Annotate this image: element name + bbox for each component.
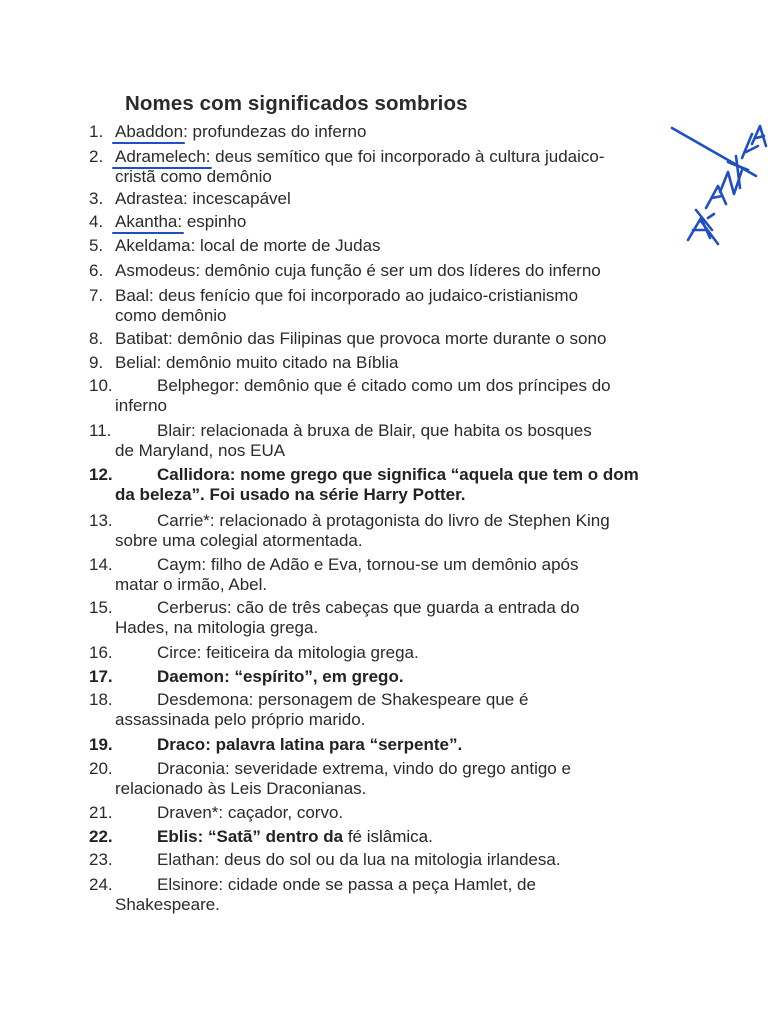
item-meaning: : nome grego que significa “aquela que tem o dom <box>229 465 639 484</box>
list-number: 20. <box>89 759 113 778</box>
item-continuation: relacionado às Leis Draconianas. <box>115 779 367 798</box>
item-meaning: : cidade onde se passa a peça Hamlet, de <box>218 875 536 894</box>
item-name: Desdemona <box>157 690 249 709</box>
item-meaning: : demônio que é citado como um dos príncipes do <box>234 376 611 395</box>
list-number: 17. <box>89 667 113 686</box>
handwritten-underline <box>112 142 185 144</box>
item-meaning: : caçador, corvo. <box>218 803 344 822</box>
item-name: Abaddon <box>115 122 183 141</box>
item-meaning: : cão de três cabeças que guarda a entrada do <box>226 598 580 617</box>
item-name: Circe <box>157 643 197 662</box>
item-meaning: : demônio cuja função é ser um dos líderes do inferno <box>195 261 601 280</box>
page-title: Nomes com significados sombrios <box>125 92 468 115</box>
item-name: Akeldama <box>115 236 191 255</box>
item-meaning-tail: fé islâmica. <box>343 827 433 846</box>
item-meaning: : filho de Adão e Eva, tornou-se um demônio após <box>201 555 579 574</box>
item-name: Batibat <box>115 329 168 348</box>
item-name: Blair <box>157 421 192 440</box>
item-meaning: : “espírito”, em grego. <box>224 667 404 686</box>
item-name: Draco <box>157 735 206 754</box>
list-number: 23. <box>89 850 113 869</box>
item-name: Cerberus <box>157 598 227 617</box>
item-meaning: : demônio das Filipinas que provoca morte durante o sono <box>167 329 607 348</box>
list-number: 2. <box>89 147 104 166</box>
item-meaning: : demônio muito citado na Bíblia <box>156 353 399 372</box>
list-number: 3. <box>89 189 104 208</box>
item-name: Adramelech: <box>115 147 210 166</box>
item-meaning: : relacionado à protagonista do livro de Stephen King <box>209 511 610 530</box>
list-number: 12. <box>89 465 113 484</box>
item-meaning: : palavra latina para “serpente”. <box>205 735 463 754</box>
list-number: 16. <box>89 643 113 662</box>
item-meaning: : profundezas do inferno <box>183 122 367 141</box>
item-meaning: deus semítico que foi incorporado à cultura judaico- <box>210 147 605 166</box>
item-name: Draven* <box>157 803 219 822</box>
list-number: 11. <box>89 421 112 440</box>
list-number: 19. <box>89 735 113 754</box>
item-meaning: : local de morte de Judas <box>190 236 381 255</box>
item-meaning: : feiticeira da mitologia grega. <box>196 643 419 662</box>
handwritten-signature-akantha <box>668 112 768 262</box>
list-number: 8. <box>89 329 104 348</box>
item-continuation: como demônio <box>115 306 227 325</box>
list-number: 6. <box>89 261 104 280</box>
item-name: Caym <box>157 555 202 574</box>
item-continuation: de Maryland, nos EUA <box>115 441 286 460</box>
item-name: Draconia <box>157 759 226 778</box>
item-meaning: : incescapável <box>183 189 291 208</box>
item-meaning: : “Satã” dentro da <box>197 827 344 846</box>
list-number: 22. <box>89 827 113 846</box>
item-name: Elsinore <box>157 875 219 894</box>
item-continuation: Hades, na mitologia grega. <box>115 618 319 637</box>
item-meaning: : severidade extrema, vindo do grego antigo e <box>225 759 571 778</box>
item-name: Asmodeus <box>115 261 196 280</box>
item-name: Eblis <box>157 827 198 846</box>
list-number: 9. <box>89 353 104 372</box>
item-name: Elathan <box>157 850 215 869</box>
item-name: Baal <box>115 286 150 305</box>
list-number: 14. <box>89 555 113 574</box>
item-continuation: matar o irmão, Abel. <box>115 575 268 594</box>
list-number: 10. <box>89 376 113 395</box>
item-meaning: : personagem de Shakespeare que é <box>248 690 529 709</box>
list-number: 21. <box>89 803 113 822</box>
list-number: 13. <box>89 511 113 530</box>
item-name: Carrie* <box>157 511 210 530</box>
item-name: Belphegor <box>157 376 235 395</box>
list-number: 4. <box>89 212 104 231</box>
item-continuation: Shakespeare. <box>115 895 220 914</box>
list-number: 1. <box>89 122 104 141</box>
item-meaning: : deus fenício que foi incorporado ao judaico-cristianismo <box>149 286 579 305</box>
list-number: 18. <box>89 690 113 709</box>
list-number: 15. <box>89 598 113 617</box>
handwritten-underline <box>112 232 184 234</box>
item-name: Akantha: <box>115 212 182 231</box>
item-continuation: da beleza”. Foi usado na série Harry Potter. <box>115 485 466 504</box>
item-continuation: cristã como demônio <box>115 167 272 186</box>
list-number: 7. <box>89 286 104 305</box>
item-continuation: sobre uma colegial atormentada. <box>115 531 363 550</box>
list-number: 24. <box>89 875 113 894</box>
list-number: 5. <box>89 236 104 255</box>
item-meaning: : relacionada à bruxa de Blair, que habita os bosques <box>191 421 592 440</box>
item-name: Daemon <box>157 667 225 686</box>
item-name: Adrastea <box>115 189 184 208</box>
item-name: Belial <box>115 353 157 372</box>
item-meaning: : deus do sol ou da lua na mitologia irlandesa. <box>214 850 561 869</box>
item-continuation: assassinada pelo próprio marido. <box>115 710 366 729</box>
item-continuation: inferno <box>115 396 167 415</box>
item-meaning: espinho <box>182 212 247 231</box>
item-name: Callidora <box>157 465 230 484</box>
